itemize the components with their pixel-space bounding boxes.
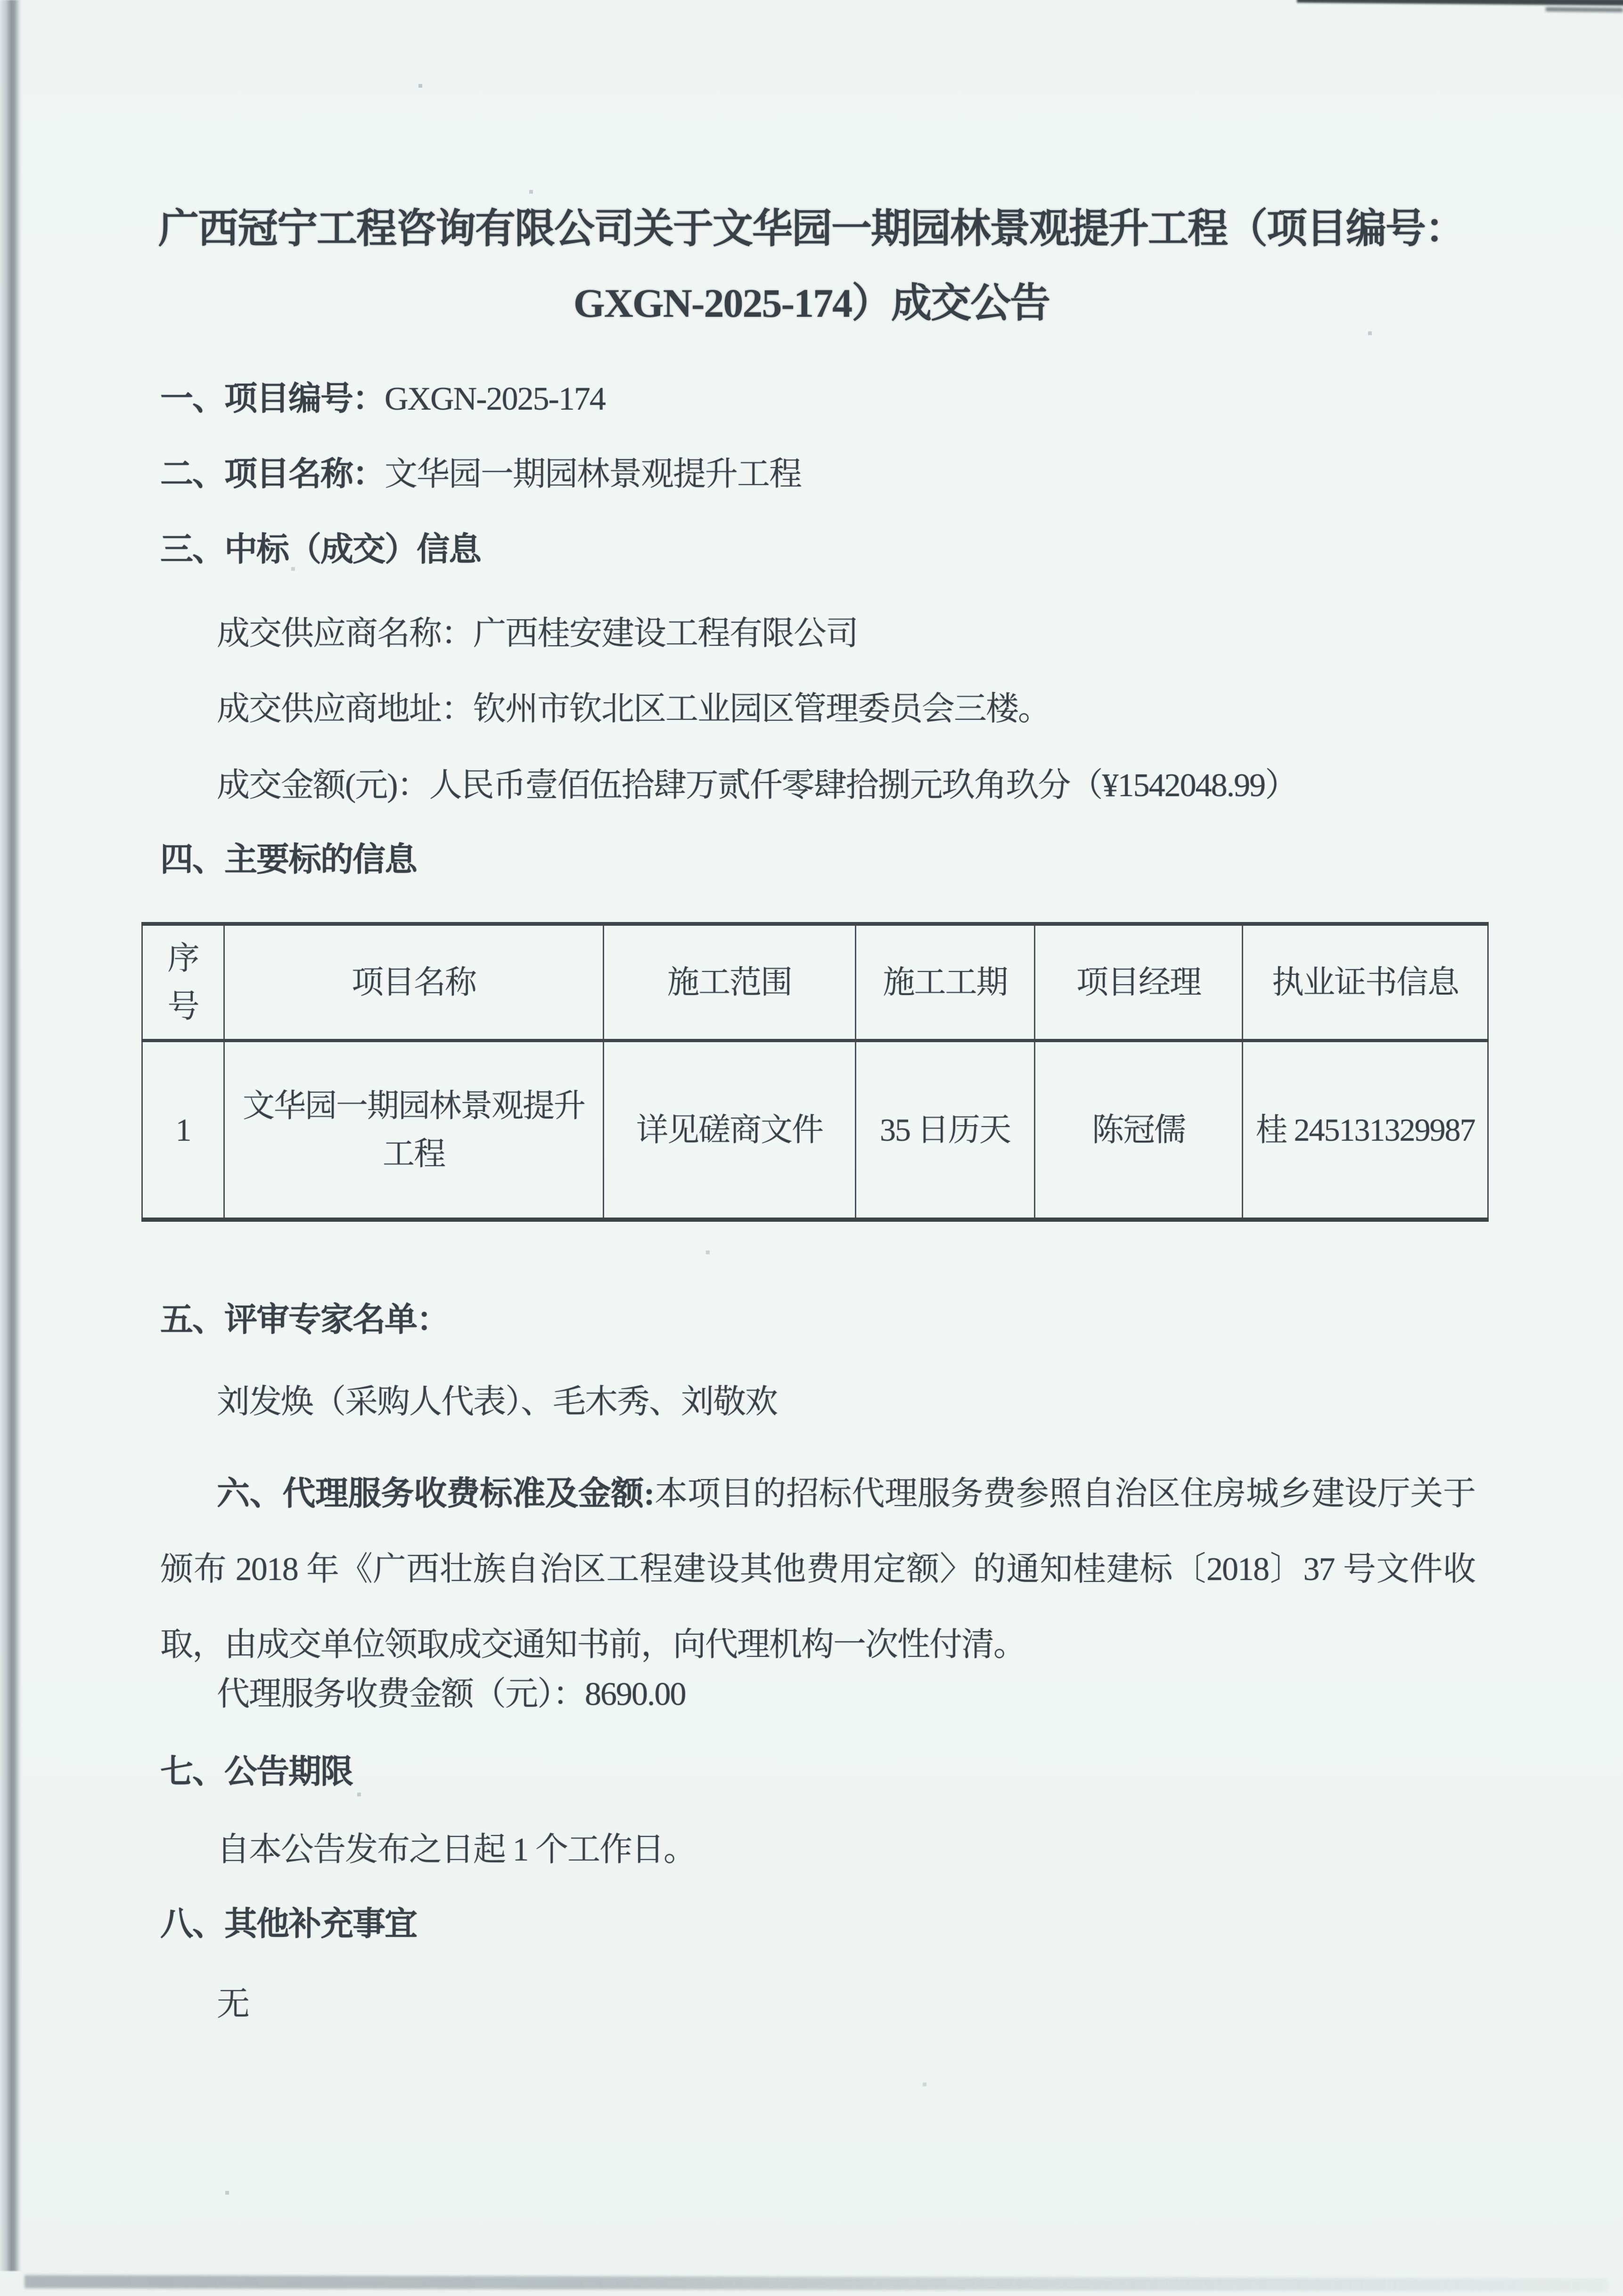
section6-paragraph bbox=[160, 1457, 1475, 1683]
top-right-scan-streak-secondary bbox=[1546, 7, 1623, 12]
section6-label: 六、代理服务收费标准及金额: bbox=[217, 1476, 654, 1512]
agency-fee-line: 代理服务收费金额（元）：8690.00 bbox=[217, 1676, 686, 1712]
table-header-row bbox=[142, 924, 1488, 1041]
supplier-name-line: 成交供应商名称：广西桂安建设工程有限公司 bbox=[217, 616, 858, 652]
section6-text: 本项目的招标代理服务费参照自治区住房城乡建设厅关于颁布 2018 年《广西壮族自治区工程建设其他费用定额〉的通知桂建标〔2018〕37 号文件收取，由成交单位领取成交通知书前，向代理机构一次性付清。 bbox=[160, 1476, 1475, 1663]
section1-value: GXGN-2025-174 bbox=[385, 381, 605, 417]
supplier-address-line: 成交供应商地址：钦州市钦北区工业园区管理委员会三楼。 bbox=[217, 691, 1050, 727]
table-cell-certificate: 桂 245131329987 bbox=[1243, 1041, 1488, 1220]
section7-title: 七、公告期限 bbox=[160, 1754, 352, 1790]
table-header-duration: 施工工期 bbox=[856, 924, 1035, 1041]
section1-line bbox=[160, 383, 605, 416]
subject-matter-table bbox=[141, 922, 1489, 1222]
section2-line bbox=[160, 458, 801, 491]
table-header-scope: 施工范围 bbox=[604, 924, 856, 1041]
table-cell-scope: 详见磋商文件 bbox=[604, 1041, 856, 1220]
section2-label: 二、项目名称： bbox=[160, 456, 385, 493]
scan-speckles bbox=[0, 0, 2, 2]
document-title-line2: GXGN-2025-174）成交公告 bbox=[573, 280, 1050, 326]
experts-line: 刘发焕（采购人代表）、毛木秀、刘敬欢 bbox=[217, 1384, 777, 1420]
table-header-no: 序号 bbox=[142, 924, 224, 1041]
table-header-manager: 项目经理 bbox=[1035, 924, 1243, 1041]
section7-text: 自本公告发布之日起 1 个工作日。 bbox=[217, 1832, 696, 1868]
table-header-certificate: 执业证书信息 bbox=[1243, 924, 1488, 1041]
top-right-scan-streak bbox=[1297, 0, 1623, 6]
section8-title: 八、其他补充事宜 bbox=[160, 1906, 417, 1942]
section3-title: 三、中标（成交）信息 bbox=[160, 532, 481, 568]
table-row bbox=[142, 1041, 1488, 1220]
table-header-project: 项目名称 bbox=[224, 924, 604, 1041]
bottom-edge-scan-shadow bbox=[25, 2275, 1608, 2291]
table-cell-project: 文华园一期园林景观提升工程 bbox=[224, 1041, 604, 1220]
document-title-line1: 广西冠宁工程咨询有限公司关于文华园一期园林景观提升工程（项目编号： bbox=[158, 206, 1465, 251]
section1-label: 一、项目编号： bbox=[160, 381, 385, 417]
table-cell-no: 1 bbox=[142, 1041, 224, 1220]
left-edge-scan-shadow bbox=[0, 0, 22, 2271]
section8-text: 无 bbox=[217, 1986, 249, 2023]
table-cell-duration: 35 日历天 bbox=[856, 1041, 1035, 1220]
deal-amount-line: 成交金额(元)：人民币壹佰伍拾肆万贰仟零肆拾捌元玖角玖分（¥1542048.99） bbox=[217, 767, 1297, 804]
section2-value: 文华园一期园林景观提升工程 bbox=[385, 456, 801, 493]
section4-title: 四、主要标的信息 bbox=[160, 842, 417, 878]
table-cell-manager: 陈冠儒 bbox=[1035, 1041, 1243, 1220]
section5-title: 五、评审专家名单： bbox=[160, 1302, 449, 1338]
